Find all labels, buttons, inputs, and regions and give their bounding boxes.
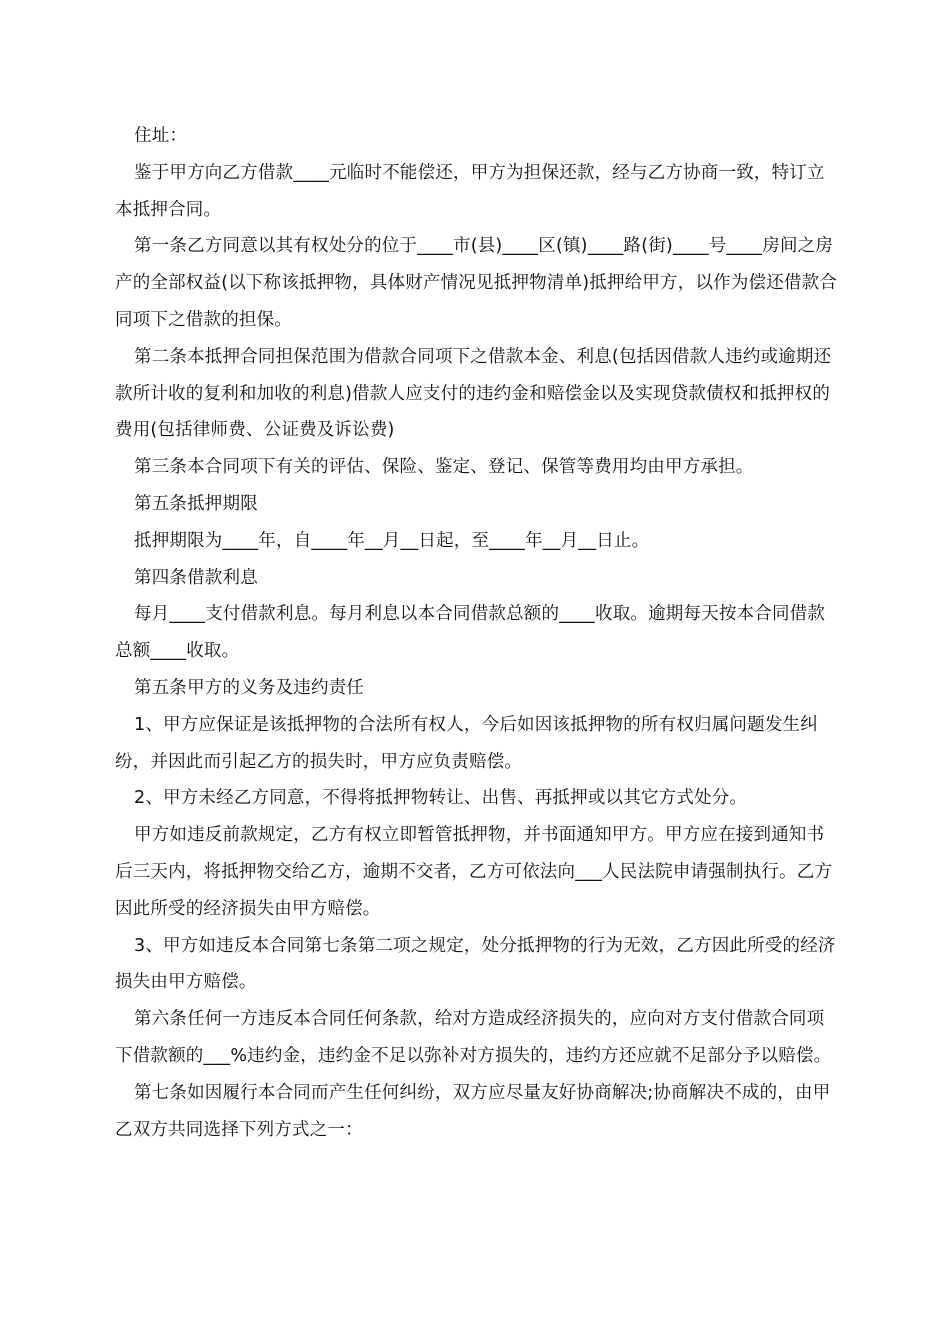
loan-interest-paragraph: 每月____支付借款利息。每月利息以本合同借款总额的____收取。逾期每天按本合同借款总额____收取。	[115, 604, 826, 662]
document-body	[115, 118, 840, 1148]
article-6-paragraph: 第六条任何一方违反本合同任何条款，给对方造成经济损失的，应向对方支付借款合同项下借款额的___%违约金，违约金不足以弥补对方损失的，违约方还应就不足部分予以赔偿。	[115, 1009, 832, 1066]
article-2-paragraph: 第二条本抵押合同担保范围为借款合同项下之借款本金、利息(包括因借款人违约或逾期还款所计收的复利和加收的利息)借款人应支付的违约金和赔偿金以及实现贷款债权和抵押权的费用(包括律师费、公证费及诉讼费)	[115, 346, 832, 441]
preamble-paragraph: 鉴于甲方向乙方借款____元临时不能偿还，甲方为担保还款，经与乙方协商一致，特订立本抵押合同。	[115, 162, 825, 220]
obligation-item-1: 1、甲方应保证是该抵押物的合法所有权人，今后如因该抵押物的所有权归属问题发生纠纷，并因此而引起乙方的损失时，甲方应负责赔偿。	[115, 714, 818, 772]
obligation-item-2: 2、甲方未经乙方同意，不得将抵押物转让、出售、再抵押或以其它方式处分。	[134, 788, 748, 809]
article-3-paragraph: 第三条本合同项下有关的评估、保险、鉴定、登记、保管等费用均由甲方承担。	[134, 457, 754, 478]
violation-paragraph: 甲方如违反前款规定，乙方有权立即暂管抵押物，并书面通知甲方。甲方应在接到通知书后三天内，将抵押物交给乙方，逾期不交者，乙方可依法向___人民法院申请强制执行。乙方因此所受的经济损失由甲方赔偿。	[115, 825, 833, 919]
obligation-item-3: 3、甲方如违反本合同第七条第二项之规定，处分抵押物的行为无效，乙方因此所受的经济损失由甲方赔偿。	[115, 935, 836, 993]
article-7-paragraph: 第七条如因履行本合同而产生任何纠纷，双方应尽量友好协商解决;协商解决不成的，由甲乙双方共同选择下列方式之一：	[115, 1082, 831, 1140]
mortgage-term-heading: 第五条抵押期限	[134, 493, 258, 514]
article-1-paragraph: 第一条乙方同意以其有权处分的位于____市(县)____区(镇)____路(街)____号____房间之房产的全部权益(以下称该抵押物，具体财产情况见抵押物清单)抵押给甲方，以作为偿还借款合同项下之借款的担保。	[115, 236, 838, 330]
party-a-obligations-heading: 第五条甲方的义务及违约责任	[134, 677, 365, 698]
mortgage-term-paragraph: 抵押期限为____年，自____年__月__日起，至____年__月__日止。	[134, 530, 650, 551]
loan-interest-heading: 第四条借款利息	[134, 567, 258, 588]
address-line: 住址：	[134, 126, 188, 146]
